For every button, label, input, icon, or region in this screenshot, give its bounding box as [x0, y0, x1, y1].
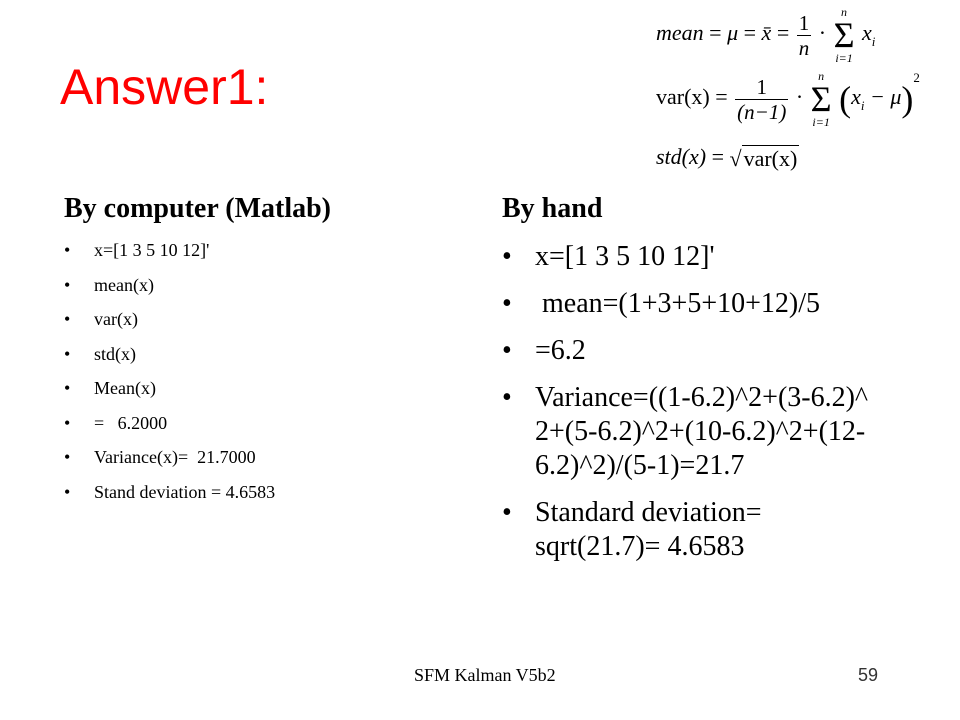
- std-formula: std(x) = √var(x): [656, 144, 798, 172]
- right-column-heading: By hand: [502, 193, 603, 224]
- mean-lhs: mean: [656, 20, 704, 46]
- mean-sum-symbol: n Σ i=1: [833, 5, 855, 65]
- slide-title: Answer1:: [60, 59, 269, 115]
- variance-denominator: (n−1): [737, 99, 787, 124]
- variance-term: x: [851, 84, 861, 110]
- variance-lhs: var(x): [656, 84, 710, 110]
- mean-denominator: n: [798, 35, 810, 60]
- std-lhs: std(x): [656, 144, 707, 169]
- mean-formula: mean = μ = x̄ = $\frac{1}{n}$ · n Σ i=1 $x_i$: [656, 5, 876, 65]
- list-item: • std(x): [64, 344, 444, 379]
- list-item: • var(x): [64, 309, 444, 344]
- variance-numerator: 1: [756, 74, 767, 99]
- mean-term-sub: i: [871, 34, 876, 50]
- mu-symbol: μ: [727, 20, 739, 46]
- list-item: • mean(x): [64, 275, 444, 310]
- list-item: • x=[1 3 5 10 12]': [64, 240, 444, 275]
- list-item: • Variance=((1-6.2)^2+(3-6.2)^2+(5-6.2)^2+(10-6.2)^2+(12-6.2)^2)/(5-1)=21.7: [502, 381, 882, 483]
- by-hand-list: [502, 240, 882, 577]
- variance-fraction: [735, 75, 788, 124]
- mean-term: x: [862, 20, 872, 46]
- std-radicand: var(x): [743, 146, 798, 172]
- mean-numerator: 1: [798, 10, 810, 35]
- variance-sum-upper: n: [818, 69, 825, 83]
- page-number: 59: [858, 665, 879, 685]
- mean-fraction: [797, 11, 812, 60]
- list-item: • x=[1 3 5 10 12]': [502, 240, 882, 274]
- list-item: • Standard deviation= sqrt(21.7)= 4.6583: [502, 496, 882, 564]
- sqrt-symbol: √var(x): [729, 146, 798, 172]
- xbar-symbol: x̄: [761, 20, 772, 46]
- list-item: • = 6.2000: [64, 413, 444, 448]
- left-column-heading: By computer (Matlab): [64, 193, 331, 224]
- matlab-list: [64, 240, 444, 516]
- mean-sum-upper: n: [841, 5, 848, 19]
- footer-text: SFM Kalman V5b2: [414, 665, 556, 685]
- variance-minus-mu: − μ: [864, 84, 902, 110]
- variance-power: 2: [913, 70, 920, 86]
- variance-term-sub: i: [860, 98, 865, 114]
- variance-formula: var(x) = $\frac{1}{(n-1)}$ · n Σ i=1 $(x_i - \mu)^2$: [656, 69, 920, 129]
- formula-block: [656, 6, 920, 184]
- variance-sum-lower: i=1: [812, 115, 830, 129]
- list-item: • Mean(x): [64, 378, 444, 413]
- list-item: • Variance(x)= 21.7000: [64, 447, 444, 482]
- variance-sum-symbol: n Σ i=1: [810, 69, 832, 129]
- list-item: • =6.2: [502, 334, 882, 368]
- list-item: • Stand deviation = 4.6583: [64, 482, 444, 517]
- list-item: • mean=(1+3+5+10+12)/5: [502, 287, 882, 321]
- mean-sum-lower: i=1: [835, 51, 853, 65]
